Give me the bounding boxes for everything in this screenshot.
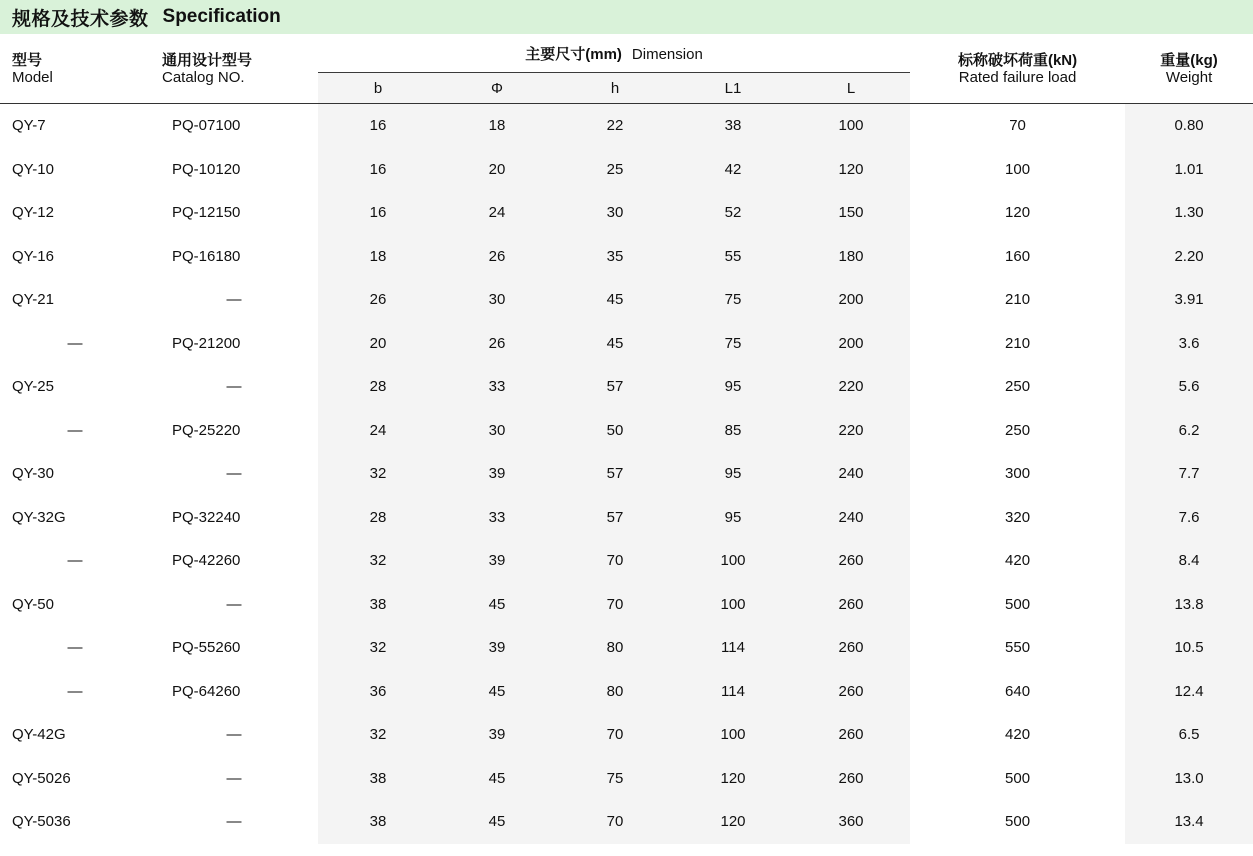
cell-h: 75 <box>556 757 674 801</box>
cell-h: 35 <box>556 235 674 279</box>
cell-catalog: PQ-64260 <box>172 682 241 700</box>
page-title-bar <box>0 0 1253 34</box>
cell-load: 210 <box>1005 334 1031 352</box>
cell-weight: 5.6 <box>1125 365 1253 409</box>
cell-load: 420 <box>1005 726 1031 744</box>
cell-l1: 55 <box>674 235 792 279</box>
column-header-dimension-cn: 主要尺寸(mm) <box>525 45 622 63</box>
cell-l: 220 <box>792 409 910 453</box>
cell-catalog: — <box>226 378 242 396</box>
cell-load: 210 <box>1005 291 1031 309</box>
cell-load: 320 <box>1005 508 1031 526</box>
cell-catalog: PQ-07100 <box>172 117 241 135</box>
table-row <box>0 104 1253 148</box>
cell-phi: 39 <box>438 539 556 583</box>
column-header-dimension-en: Dimension <box>631 45 703 63</box>
cell-catalog: PQ-16180 <box>172 247 241 265</box>
column-header-h: h <box>556 73 674 104</box>
cell-model: QY-25 <box>12 378 54 396</box>
cell-weight: 8.4 <box>1125 539 1253 583</box>
column-header-weight-en: Weight <box>1165 68 1213 86</box>
cell-weight: 13.0 <box>1125 757 1253 801</box>
cell-h: 22 <box>556 104 674 148</box>
cell-l: 260 <box>792 670 910 714</box>
cell-l: 260 <box>792 539 910 583</box>
cell-h: 70 <box>556 713 674 757</box>
cell-b: 32 <box>318 539 438 583</box>
page-title-en: Specification <box>162 6 281 27</box>
table-row <box>0 626 1253 670</box>
cell-load: 640 <box>1005 682 1031 700</box>
cell-h: 57 <box>556 452 674 496</box>
cell-weight: 12.4 <box>1125 670 1253 714</box>
cell-b: 16 <box>318 191 438 235</box>
cell-l: 180 <box>792 235 910 279</box>
column-header-b: b <box>318 73 438 104</box>
cell-phi: 45 <box>438 757 556 801</box>
column-header-load-cn: 标称破坏荷重(kN) <box>957 51 1078 69</box>
table-row <box>0 278 1253 322</box>
cell-load: 550 <box>1005 639 1031 657</box>
cell-h: 30 <box>556 191 674 235</box>
cell-catalog: — <box>226 595 242 613</box>
cell-load: 250 <box>1005 378 1031 396</box>
cell-model: — <box>67 334 83 352</box>
cell-l1: 38 <box>674 104 792 148</box>
cell-weight: 6.2 <box>1125 409 1253 453</box>
cell-h: 70 <box>556 583 674 627</box>
cell-phi: 45 <box>438 670 556 714</box>
column-header-model-cn: 型号 <box>12 51 43 69</box>
specification-table <box>0 34 1253 844</box>
table-header <box>0 34 1253 104</box>
cell-l1: 114 <box>674 626 792 670</box>
cell-catalog: PQ-25220 <box>172 421 241 439</box>
column-header-model <box>0 34 150 104</box>
cell-model: QY-32G <box>12 508 66 526</box>
table-row <box>0 365 1253 409</box>
column-header-load <box>910 34 1125 104</box>
cell-phi: 33 <box>438 365 556 409</box>
cell-h: 70 <box>556 539 674 583</box>
cell-l1: 52 <box>674 191 792 235</box>
cell-catalog: — <box>226 726 242 744</box>
cell-model: QY-16 <box>12 247 54 265</box>
column-header-weight <box>1125 34 1253 104</box>
cell-weight: 7.7 <box>1125 452 1253 496</box>
cell-b: 26 <box>318 278 438 322</box>
cell-b: 28 <box>318 496 438 540</box>
cell-weight: 13.4 <box>1125 800 1253 844</box>
column-header-catalog <box>150 34 318 104</box>
cell-b: 36 <box>318 670 438 714</box>
table-body <box>0 104 1253 844</box>
cell-l1: 95 <box>674 365 792 409</box>
cell-h: 70 <box>556 800 674 844</box>
cell-l: 200 <box>792 322 910 366</box>
cell-load: 300 <box>1005 465 1031 483</box>
cell-b: 16 <box>318 104 438 148</box>
cell-model: — <box>67 421 83 439</box>
cell-phi: 26 <box>438 322 556 366</box>
column-header-model-en: Model <box>12 68 53 86</box>
cell-weight: 1.01 <box>1125 148 1253 192</box>
column-header-dimension <box>318 34 910 73</box>
cell-h: 45 <box>556 322 674 366</box>
cell-b: 32 <box>318 713 438 757</box>
cell-b: 16 <box>318 148 438 192</box>
cell-model: QY-10 <box>12 160 54 178</box>
table-row <box>0 191 1253 235</box>
cell-l1: 75 <box>674 322 792 366</box>
cell-l1: 120 <box>674 757 792 801</box>
cell-load: 100 <box>1005 160 1031 178</box>
table-row <box>0 409 1253 453</box>
table-row <box>0 713 1253 757</box>
cell-phi: 39 <box>438 626 556 670</box>
cell-l1: 42 <box>674 148 792 192</box>
cell-phi: 30 <box>438 278 556 322</box>
cell-load: 250 <box>1005 421 1031 439</box>
cell-load: 70 <box>1009 117 1026 135</box>
cell-model: — <box>67 552 83 570</box>
cell-l1: 100 <box>674 539 792 583</box>
cell-l: 200 <box>792 278 910 322</box>
cell-weight: 3.91 <box>1125 278 1253 322</box>
cell-load: 500 <box>1005 813 1031 831</box>
cell-phi: 26 <box>438 235 556 279</box>
cell-model: QY-50 <box>12 595 54 613</box>
cell-weight: 10.5 <box>1125 626 1253 670</box>
cell-l1: 100 <box>674 713 792 757</box>
cell-b: 32 <box>318 626 438 670</box>
cell-model: QY-42G <box>12 726 66 744</box>
cell-l: 260 <box>792 757 910 801</box>
cell-b: 20 <box>318 322 438 366</box>
table-row <box>0 670 1253 714</box>
column-header-catalog-en: Catalog NO. <box>162 68 245 86</box>
cell-weight: 1.30 <box>1125 191 1253 235</box>
cell-l: 100 <box>792 104 910 148</box>
cell-b: 24 <box>318 409 438 453</box>
cell-b: 28 <box>318 365 438 409</box>
cell-phi: 18 <box>438 104 556 148</box>
cell-b: 32 <box>318 452 438 496</box>
column-header-l: L <box>792 73 910 104</box>
cell-weight: 6.5 <box>1125 713 1253 757</box>
cell-load: 500 <box>1005 595 1031 613</box>
cell-phi: 39 <box>438 452 556 496</box>
cell-model: QY-5036 <box>12 813 71 831</box>
cell-l1: 100 <box>674 583 792 627</box>
column-header-load-en: Rated failure load <box>958 68 1077 86</box>
table-row <box>0 235 1253 279</box>
column-header-phi: Φ <box>438 73 556 104</box>
page-title-cn: 规格及技术参数 <box>12 8 149 30</box>
cell-catalog: PQ-10120 <box>172 160 241 178</box>
cell-l: 220 <box>792 365 910 409</box>
cell-h: 57 <box>556 365 674 409</box>
cell-catalog: — <box>226 813 242 831</box>
cell-catalog: PQ-32240 <box>172 508 241 526</box>
cell-phi: 39 <box>438 713 556 757</box>
cell-l: 260 <box>792 626 910 670</box>
cell-h: 80 <box>556 626 674 670</box>
table-row <box>0 757 1253 801</box>
cell-b: 38 <box>318 800 438 844</box>
cell-catalog: PQ-12150 <box>172 204 241 222</box>
cell-h: 57 <box>556 496 674 540</box>
cell-b: 18 <box>318 235 438 279</box>
table-row <box>0 496 1253 540</box>
cell-model: QY-12 <box>12 204 54 222</box>
cell-l: 150 <box>792 191 910 235</box>
cell-l1: 114 <box>674 670 792 714</box>
table-row <box>0 539 1253 583</box>
column-header-weight-cn: 重量(kg) <box>1160 51 1218 69</box>
cell-phi: 30 <box>438 409 556 453</box>
cell-phi: 45 <box>438 800 556 844</box>
cell-l1: 85 <box>674 409 792 453</box>
cell-model: QY-7 <box>12 117 46 135</box>
cell-b: 38 <box>318 583 438 627</box>
cell-b: 38 <box>318 757 438 801</box>
cell-model: QY-21 <box>12 291 54 309</box>
cell-model: — <box>67 639 83 657</box>
cell-model: — <box>67 682 83 700</box>
cell-catalog: — <box>226 769 242 787</box>
cell-catalog: PQ-55260 <box>172 639 241 657</box>
cell-phi: 45 <box>438 583 556 627</box>
cell-l1: 95 <box>674 452 792 496</box>
cell-h: 45 <box>556 278 674 322</box>
cell-h: 80 <box>556 670 674 714</box>
cell-catalog: PQ-21200 <box>172 334 241 352</box>
cell-l1: 120 <box>674 800 792 844</box>
cell-l1: 75 <box>674 278 792 322</box>
cell-l1: 95 <box>674 496 792 540</box>
column-header-catalog-cn: 通用设计型号 <box>162 51 253 69</box>
cell-h: 50 <box>556 409 674 453</box>
cell-phi: 20 <box>438 148 556 192</box>
cell-model: QY-30 <box>12 465 54 483</box>
table-row <box>0 583 1253 627</box>
cell-weight: 13.8 <box>1125 583 1253 627</box>
cell-h: 25 <box>556 148 674 192</box>
column-header-l1: L1 <box>674 73 792 104</box>
cell-phi: 33 <box>438 496 556 540</box>
cell-weight: 2.20 <box>1125 235 1253 279</box>
cell-l: 260 <box>792 713 910 757</box>
cell-load: 420 <box>1005 552 1031 570</box>
cell-load: 500 <box>1005 769 1031 787</box>
cell-load: 120 <box>1005 204 1031 222</box>
cell-weight: 7.6 <box>1125 496 1253 540</box>
cell-catalog: — <box>226 291 242 309</box>
cell-weight: 0.80 <box>1125 104 1253 148</box>
cell-l: 260 <box>792 583 910 627</box>
cell-catalog: — <box>226 465 242 483</box>
table-row <box>0 452 1253 496</box>
table-row <box>0 800 1253 844</box>
table-row <box>0 148 1253 192</box>
cell-l: 240 <box>792 496 910 540</box>
table-row <box>0 322 1253 366</box>
cell-l: 120 <box>792 148 910 192</box>
cell-load: 160 <box>1005 247 1031 265</box>
cell-weight: 3.6 <box>1125 322 1253 366</box>
cell-phi: 24 <box>438 191 556 235</box>
cell-l: 360 <box>792 800 910 844</box>
cell-l: 240 <box>792 452 910 496</box>
cell-catalog: PQ-42260 <box>172 552 241 570</box>
cell-model: QY-5026 <box>12 769 71 787</box>
